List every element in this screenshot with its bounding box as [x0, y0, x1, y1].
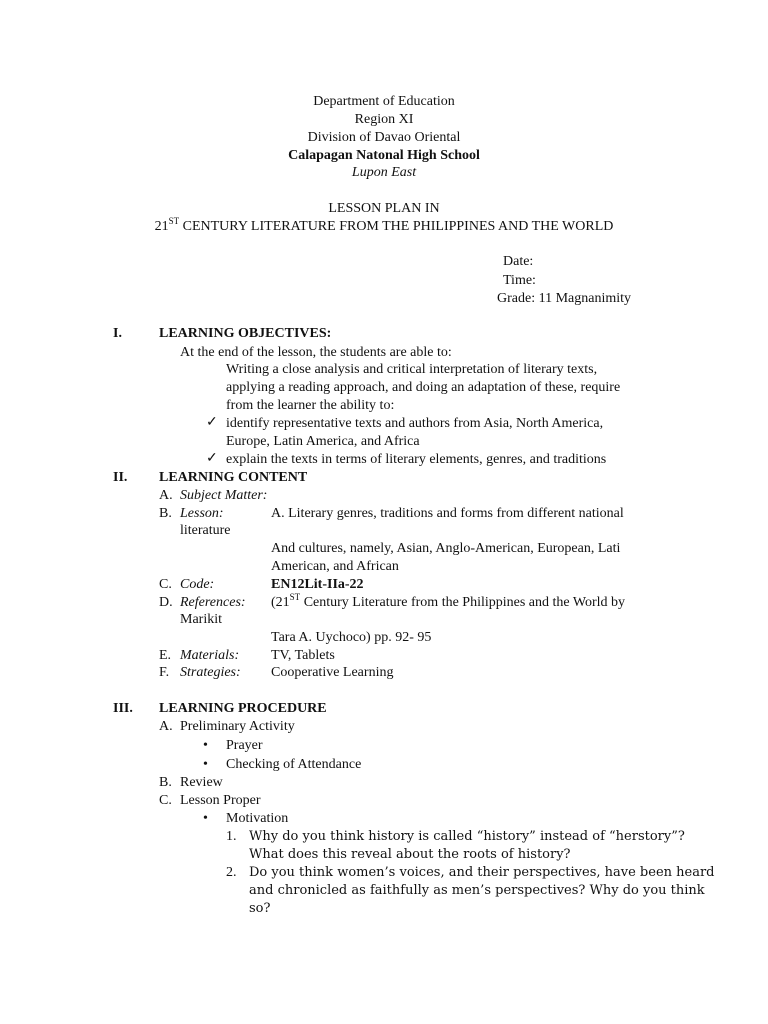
- content-c-letter: C.: [159, 577, 172, 592]
- objective-1-line2: Europe, Latin America, and Africa: [226, 434, 420, 449]
- objective-2: explain the texts in terms of literary elements, genres, and traditions: [226, 452, 607, 467]
- content-b-label: Lesson:: [180, 506, 224, 521]
- content-a-label: Subject Matter:: [180, 488, 268, 503]
- objectives-intro: At the end of the lesson, the students are able to:: [180, 345, 452, 360]
- content-e-label: Materials:: [180, 648, 240, 663]
- content-c-value: EN12Lit-IIa-22: [271, 577, 364, 592]
- section-2-heading: LEARNING CONTENT: [159, 470, 308, 485]
- procedure-b-letter: B.: [159, 775, 172, 790]
- meta-date: Date:: [503, 254, 534, 269]
- procedure-c-item-motivation: Motivation: [226, 811, 289, 826]
- question-2-line2: and chronicled as faithfully as men’s perspectives? Why do you think: [249, 883, 705, 898]
- objective-1-line1: identify representative texts and authors from Asia, North America,: [226, 416, 604, 431]
- section-2-numeral: II.: [113, 470, 128, 485]
- content-a-letter: A.: [159, 488, 173, 503]
- content-d-value-line2: Marikit: [180, 612, 222, 627]
- procedure-b-label: Review: [180, 775, 223, 790]
- procedure-c-letter: C.: [159, 793, 172, 808]
- title-subject-text: CENTURY LITERATURE FROM THE PHILIPPINES AND THE WORLD: [179, 219, 614, 234]
- content-c-label: Code:: [180, 577, 215, 592]
- content-d-value-prefix: (21: [271, 595, 290, 610]
- objectives-paragraph-line2: applying a reading approach, and doing an adaptation of these, require: [226, 380, 621, 395]
- content-b-value-line4: American, and African: [271, 559, 399, 574]
- header-location: Lupon East: [351, 165, 417, 180]
- section-1-numeral: I.: [113, 326, 122, 341]
- meta-time: Time:: [503, 273, 536, 288]
- section-3-heading: LEARNING PROCEDURE: [159, 701, 327, 716]
- procedure-a-letter: A.: [159, 719, 173, 734]
- content-f-value: Cooperative Learning: [271, 665, 394, 680]
- question-1-line1: Why do you think history is called “history” instead of “herstory”?: [249, 829, 685, 844]
- procedure-a-item-prayer: Prayer: [226, 738, 263, 753]
- content-d-value-suffix: ST: [289, 592, 301, 602]
- bullet-icon: •: [203, 738, 208, 753]
- content-d-value-line3: Tara A. Uychoco) pp. 92- 95: [271, 630, 432, 645]
- meta-grade: Grade: 11 Magnanimity: [497, 291, 632, 306]
- check-icon: ✓: [206, 451, 218, 466]
- content-d-value-text: Century Literature from the Philippines and the World by: [300, 595, 626, 610]
- objectives-paragraph-line3: from the learner the ability to:: [226, 398, 395, 413]
- question-2-line1: Do you think women’s voices, and their perspectives, have been heard: [249, 865, 715, 880]
- header-region: Region XI: [354, 112, 414, 127]
- content-b-letter: B.: [159, 506, 172, 521]
- procedure-a-item-attendance: Checking of Attendance: [226, 757, 362, 772]
- content-d-letter: D.: [159, 595, 173, 610]
- check-icon: ✓: [206, 415, 218, 430]
- title-lesson-plan: LESSON PLAN IN: [328, 201, 440, 216]
- title-subject-number: 21: [154, 219, 169, 234]
- question-1-line2: What does this reveal about the roots of history?: [249, 847, 571, 862]
- content-d-value-line1: [271, 594, 625, 612]
- title-subject-suffix: ST: [168, 216, 180, 226]
- content-e-letter: E.: [159, 648, 172, 663]
- content-b-value-line2: literature: [180, 523, 231, 538]
- question-1-number: 1.: [226, 829, 237, 844]
- content-e-value: TV, Tablets: [271, 648, 335, 663]
- bullet-icon: •: [203, 811, 208, 826]
- question-2-number: 2.: [226, 865, 237, 880]
- content-b-value-line1: A. Literary genres, traditions and forms from different national: [271, 506, 624, 521]
- objectives-paragraph-line1: Writing a close analysis and critical interpretation of literary texts,: [226, 362, 598, 377]
- content-f-label: Strategies:: [180, 665, 241, 680]
- title-subject: [0, 218, 768, 236]
- procedure-a-label: Preliminary Activity: [180, 719, 295, 734]
- section-1-heading: LEARNING OBJECTIVES:: [159, 326, 332, 341]
- question-2-line3: so?: [249, 901, 271, 916]
- content-b-value-line3: And cultures, namely, Asian, Anglo-American, European, Lati: [271, 541, 621, 556]
- content-f-letter: F.: [159, 665, 170, 680]
- header-division: Division of Davao Oriental: [307, 130, 461, 145]
- section-3-numeral: III.: [113, 701, 133, 716]
- content-d-label: References:: [180, 595, 246, 610]
- header-school: Calapagan Natonal High School: [288, 148, 480, 163]
- bullet-icon: •: [203, 757, 208, 772]
- header-department: Department of Education: [313, 94, 455, 109]
- procedure-c-label: Lesson Proper: [180, 793, 261, 808]
